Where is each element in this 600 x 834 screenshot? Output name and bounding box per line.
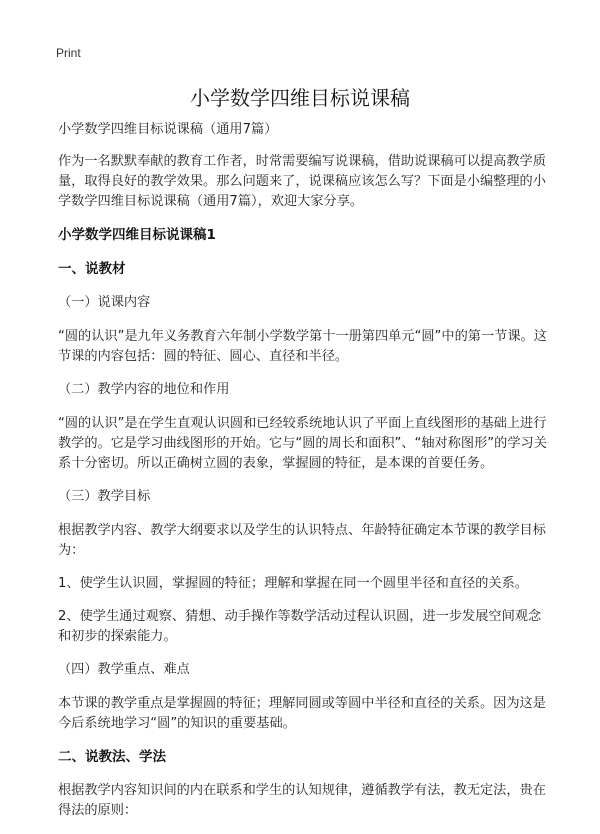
sub3-heading: （三）教学目标	[58, 489, 151, 504]
sub2-heading: （二）教学内容的地位和作用	[58, 382, 230, 397]
part1-heading: 一、说教材	[58, 261, 126, 277]
document-body	[58, 120, 548, 834]
sub2-paragraph: “圆的认识”是在学生直观认识圆和已经较系统地认识了平面上直线图形的基础上进行教学的。它是学习曲线图形的开始。它与“圆的周长和面积”、“轴对称图形”的学习关系十分密切。所以正确树立圆的表象，掌握圆的特征，是本课的首要任务。	[58, 416, 547, 471]
intro-paragraph: 作为一名默默奉献的教育工作者，时常需要编写说课稿，借助说课稿可以提高教学质量，取得良好的教学效果。那么问题来了，说课稿应该怎么写？下面是小编整理的小学数学四维目标说课稿（通用7篇），欢迎大家分享。	[58, 154, 546, 209]
sub4-heading: （四）教学重点、难点	[58, 662, 190, 677]
sub4-paragraph: 本节课的教学重点是掌握圆的特征；理解同圆或等圆中半径和直径的关系。因为这是今后系统地学习“圆”的知识的重要基础。	[58, 696, 546, 731]
part2-paragraph: 根据教学内容知识间的内在联系和学生的认知规律，遵循教学有法，教无定法，贵在得法的原则：	[58, 783, 546, 818]
page-title: 小学数学四维目标说课稿	[190, 86, 410, 110]
document-subtitle: 小学数学四维目标说课稿（通用7篇）	[58, 122, 278, 137]
part2-heading: 二、说教法、学法	[58, 749, 166, 765]
section-title: 小学数学四维目标说课稿1	[58, 227, 216, 243]
sub1-paragraph: “圆的认识”是九年义务教育六年制小学数学第十一册第四单元“圆”中的第一节课。这节课的内容包括：圆的特征、圆心、直径和半径。	[58, 329, 547, 364]
goal-item-2: 2、使学生通过观察、猜想、动手操作等数学活动过程认识圆，进一步发展空间观念和初步的探索能力。	[58, 609, 542, 644]
sub1-heading: （一）说课内容	[58, 295, 151, 310]
print-label[interactable]: Print	[56, 46, 81, 60]
sub3-paragraph: 根据教学内容、教学大纲要求以及学生的认识特点、年龄特征确定本节课的教学目标为：	[58, 523, 546, 558]
goal-item-1: 1、使学生认识圆，掌握圆的特征；理解和掌握在同一个圆里半径和直径的关系。	[58, 576, 528, 591]
